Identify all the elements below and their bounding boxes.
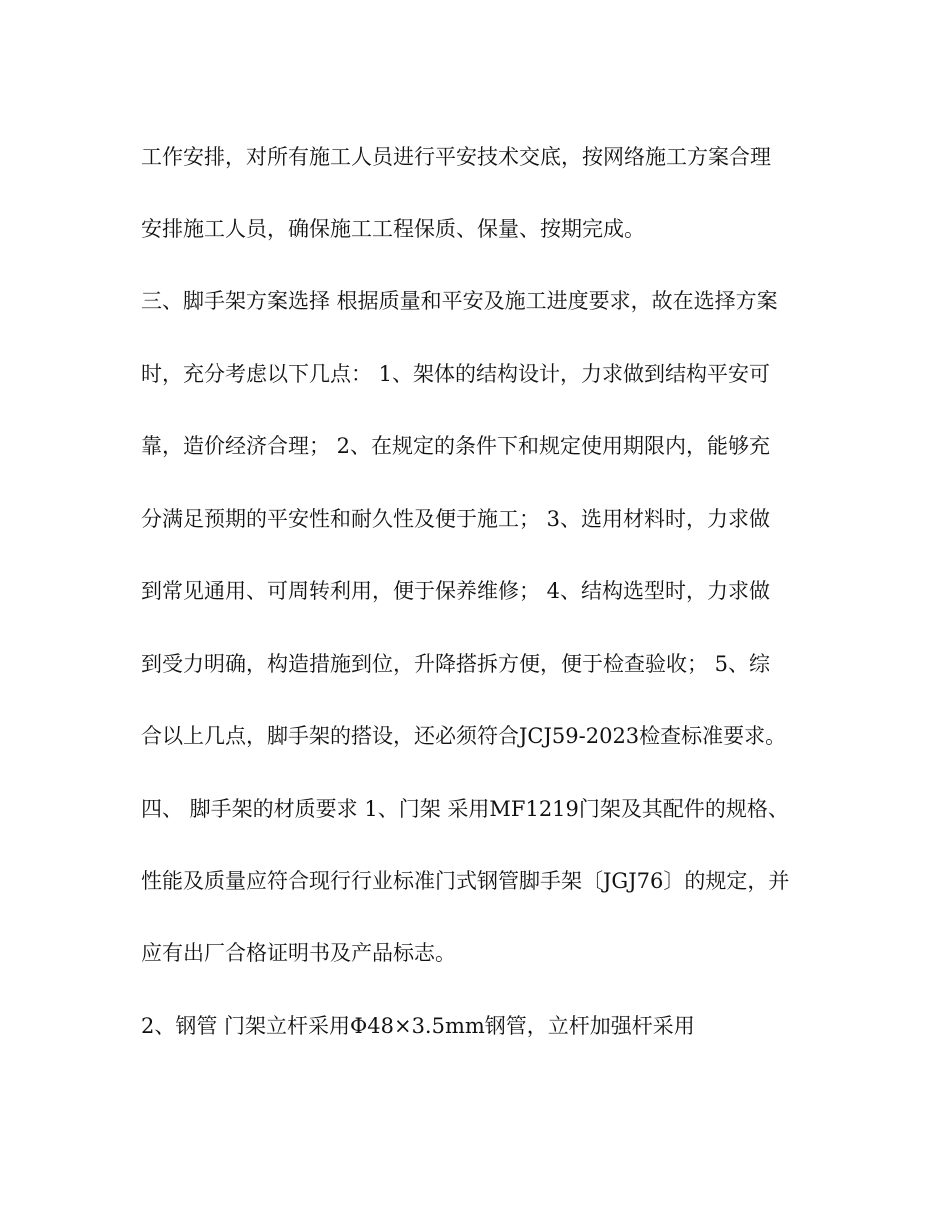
text-line-8: 到受力明确，构造措施到位，升降搭拆方便，便于检查验收； 5、综	[141, 652, 771, 676]
text-line-10: 四、 脚手架的材质要求 1、门架 采用MF1219门架及其配件的规格、	[141, 797, 789, 821]
text-line-1: 工作安排，对所有施工人员进行平安技术交底，按网络施工方案合理	[141, 145, 771, 169]
text-line-12: 应有出厂合格证明书及产品标志。	[141, 941, 456, 965]
text-line-6: 分满足预期的平安性和耐久性及便于施工； 3、选用材料时，力求做	[141, 507, 771, 531]
text-line-5: 靠，造价经济合理； 2、在规定的条件下和规定使用期限内，能够充	[141, 434, 771, 458]
text-line-4: 时，充分考虑以下几点： 1、架体的结构设计，力求做到结构平安可	[141, 362, 771, 386]
text-line-2: 安排施工人员，确保施工工程保质、保量、按期完成。	[141, 217, 645, 241]
text-line-7: 到常见通用、可周转利用，便于保养维修； 4、结构选型时，力求做	[141, 579, 771, 603]
text-line-9: 合以上几点，脚手架的搭设，还必须符合JCJ59-2023检查标准要求。	[141, 724, 787, 748]
text-line-11: 性能及质量应符合现行行业标准门式钢管脚手架〔JGJ76〕的规定，并	[141, 869, 790, 893]
text-line-3: 三、脚手架方案选择 根据质量和平安及施工进度要求，故在选择方案	[141, 289, 778, 313]
text-line-13: 2、钢管 门架立杆采用Φ48×3.5mm钢管，立杆加强杆采用	[141, 1014, 695, 1038]
